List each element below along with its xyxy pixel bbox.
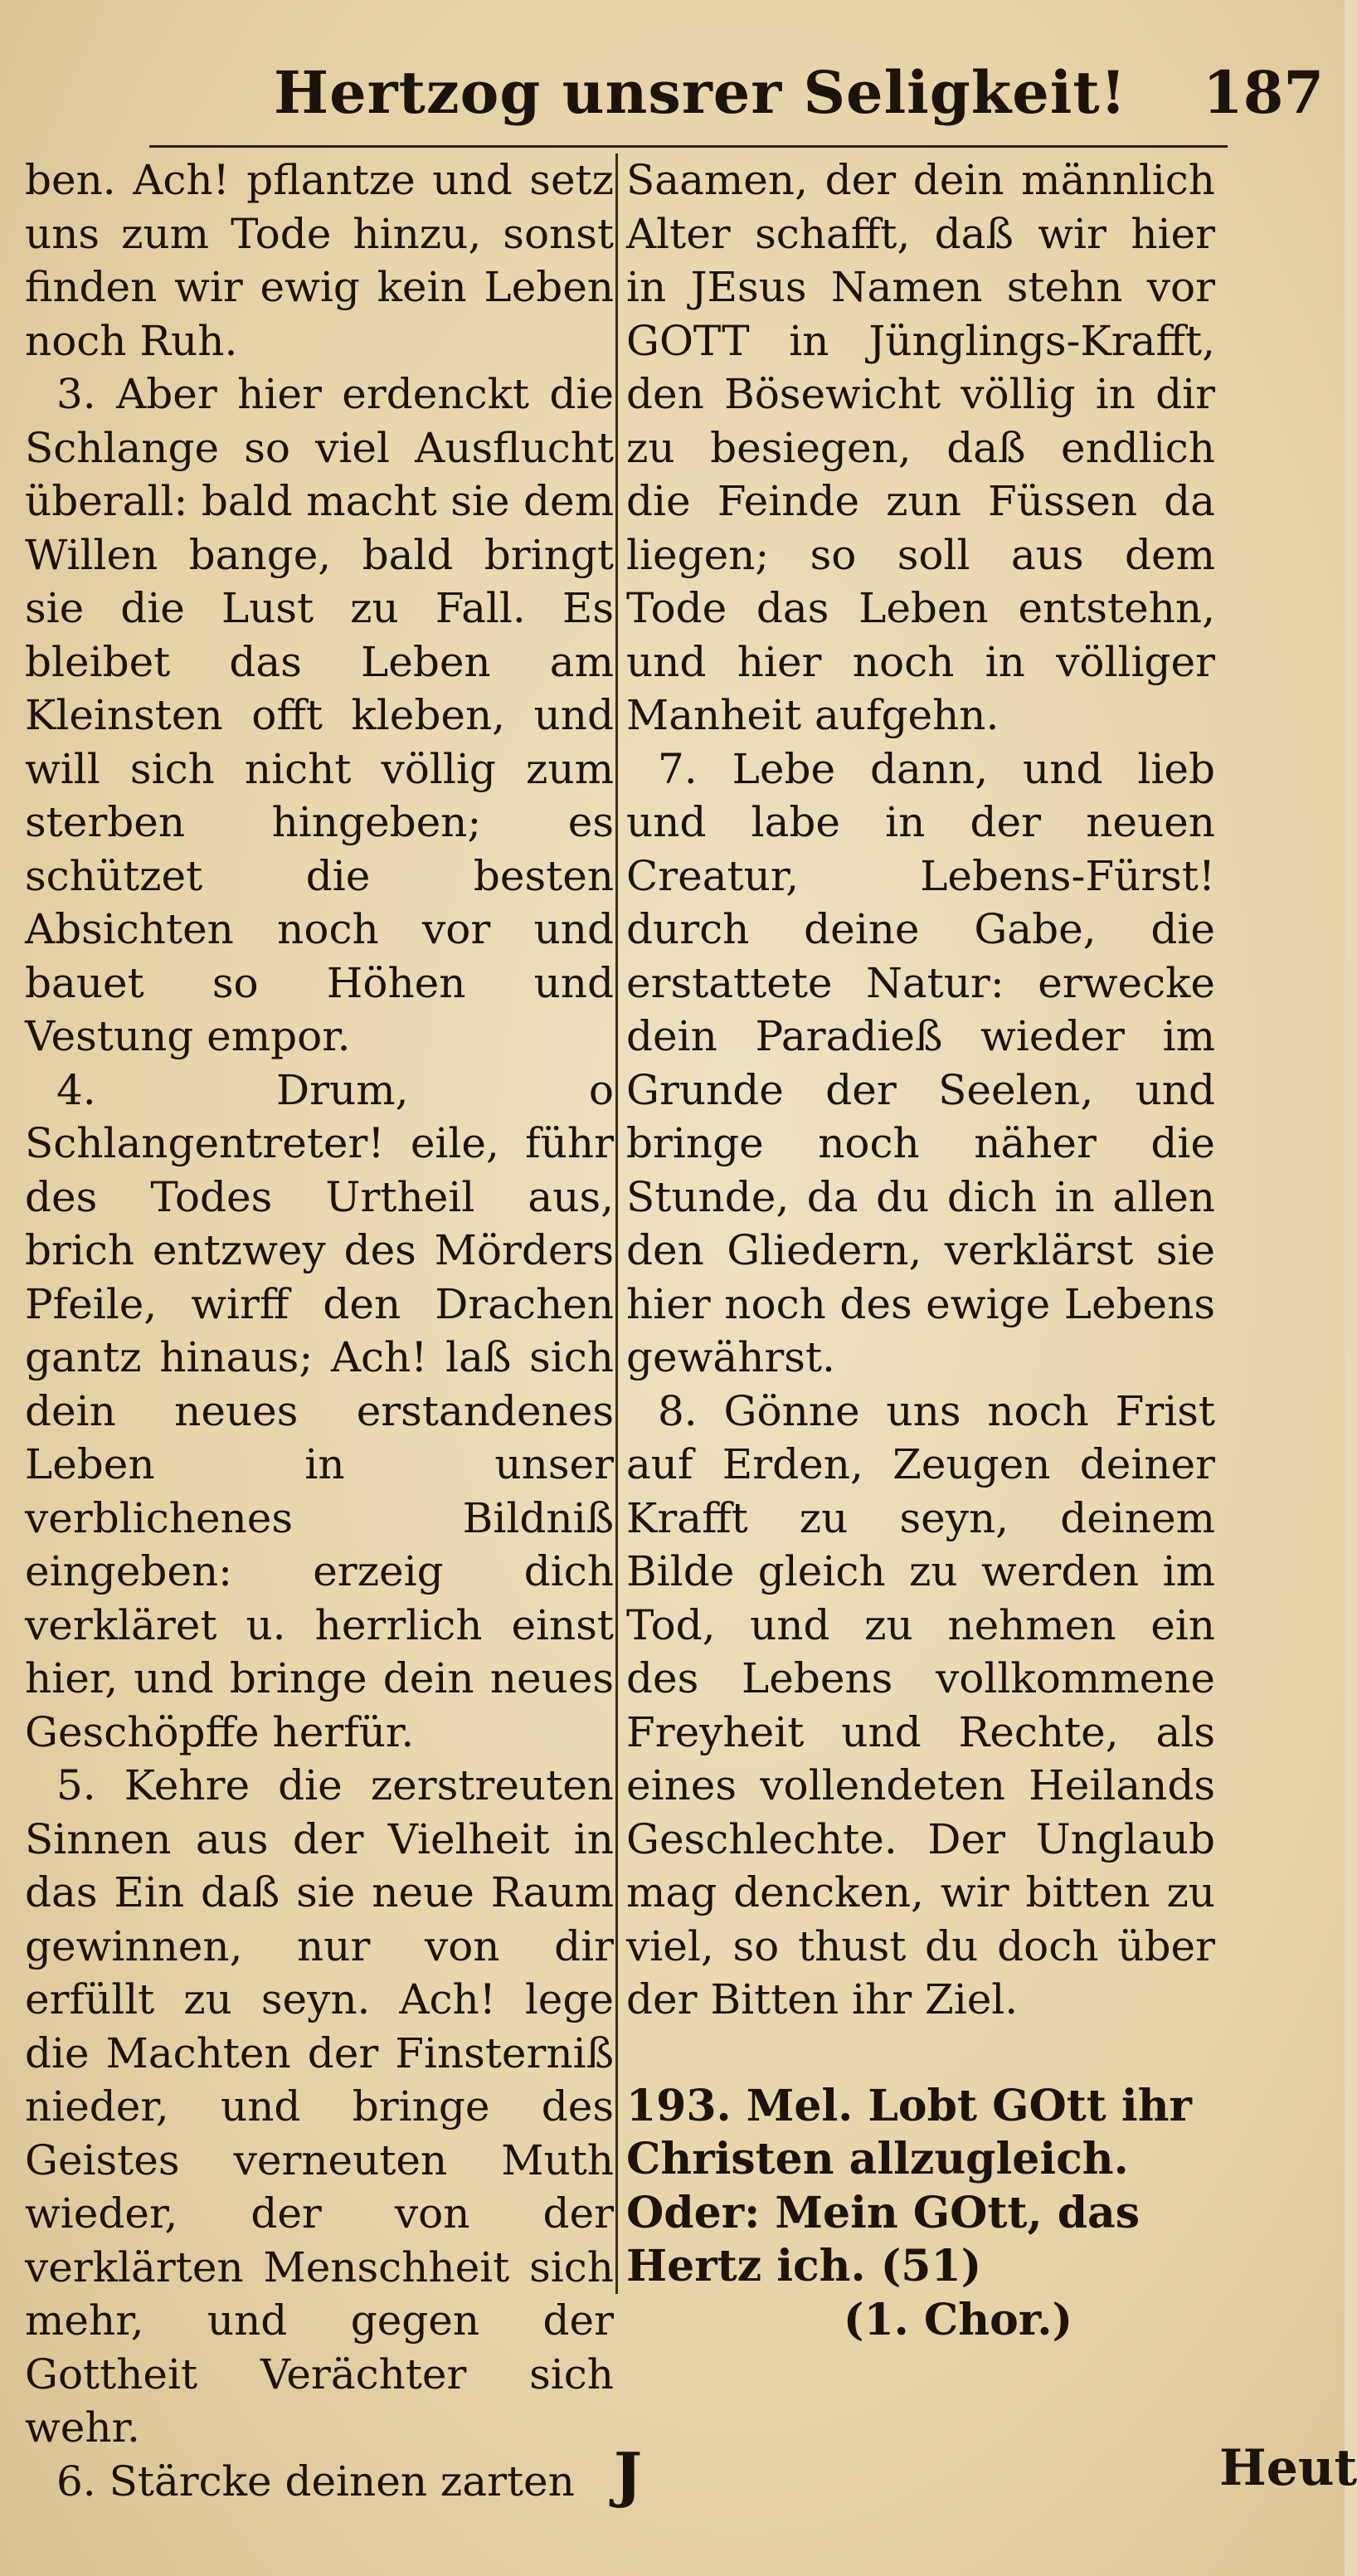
page-header	[0, 58, 1345, 149]
hymn-heading	[626, 2080, 1215, 2348]
header-rule	[149, 145, 1228, 148]
signature-mark: J	[614, 2439, 643, 2510]
hymn-melody: 193. Mel. Lobt GOtt ihr Christen allzugleich.	[626, 2080, 1192, 2184]
hymn-chor: (1. Chor.)	[843, 2294, 1073, 2345]
hymn-alt-melody: Oder: Mein GOtt, das Hertz ich. (51)	[626, 2187, 1141, 2291]
stanza-6-cont: Saamen, der dein männlich Alter schafft, daß wir hier in JEsus Namen stehn vor GOTT in Jünglings-Krafft, den Bösewicht völlig in dir zu besiegen, daß endlich die Feinde zun Füssen da liegen; so soll aus dem Tode das Leben entstehn, und hier noch in völliger Manheit aufgehn.	[626, 156, 1215, 739]
stanza-8: 8. Gönne uns noch Frist auf Erden, Zeugen deiner Krafft zu seyn, deinem Bilde gleich zu werden im Tod, und zu nehmen ein des Lebens vollkommene Freyheit und Rechte, als eines vollendeten Heilands Geschlechte. Der Unglaub mag dencken, wir bitten zu viel, so thust du doch über der Bitten ihr Ziel.	[626, 1386, 1215, 2023]
stanza-2-end: ben. Ach! pflantze und setz uns zum Tode hinzu, sonst finden wir ewig kein Leben noch Ruh.	[25, 156, 614, 365]
catchword: Heut	[1219, 2439, 1357, 2497]
stanza-6-start: 6. Stärcke deinen zarten	[56, 2457, 575, 2505]
stanza-4: 4. Drum, o Schlangentreter! eile, führ des Todes Urtheil aus, brich entzwey des Mörders Pfeile, wirff den Drachen gantz hinaus; Ach! laß sich dein neues erstandenes Leben in unser verblichenes Bildniß eingeben: erzeig dich verkläret u. herrlich einst hier, und bringe dein neues Geschöpffe herfür.	[25, 1065, 614, 1756]
left-column	[25, 153, 614, 2505]
stanza-5: 5. Kehre die zerstreuten Sinnen aus der Vielheit in das Ein daß sie neue Raum gewinnen, nur von dir erfüllt zu seyn. Ach! lege die Machten der Finsterniß nieder, und bringe des Geistes verneuten Muth wieder, der von der verklärten Menschheit sich mehr, und gegen der Gottheit Verächter sich wehr.	[25, 1761, 614, 2452]
stanza-3: 3. Aber hier erdenckt die Schlange so viel Ausflucht überall: bald macht sie dem Willen bange, bald bringt sie die Lust zu Fall. Es bleibet das Leben am Kleinsten offt kleben, und will sich nicht völlig zum sterben hingeben; es schützet die besten Absichten noch vor und bauet so Höhen und Vestung empor.	[25, 370, 614, 1060]
column-divider	[615, 153, 618, 2294]
running-title: Hertzog unsrer Seligkeit!	[274, 58, 1127, 127]
right-column	[626, 153, 1215, 2345]
page-number: 187	[1203, 58, 1325, 127]
stanza-7: 7. Lebe dann, und lieb und labe in der neuen Creatur, Lebens-Fürst! durch deine Gabe, die erstattete Natur: erwecke dein Paradieß wieder im Grunde der Seelen, und bringe noch näher die Stunde, da du dich in allen den Gliedern, verklärst sie hier noch des ewige Lebens gewährst.	[626, 744, 1215, 1381]
